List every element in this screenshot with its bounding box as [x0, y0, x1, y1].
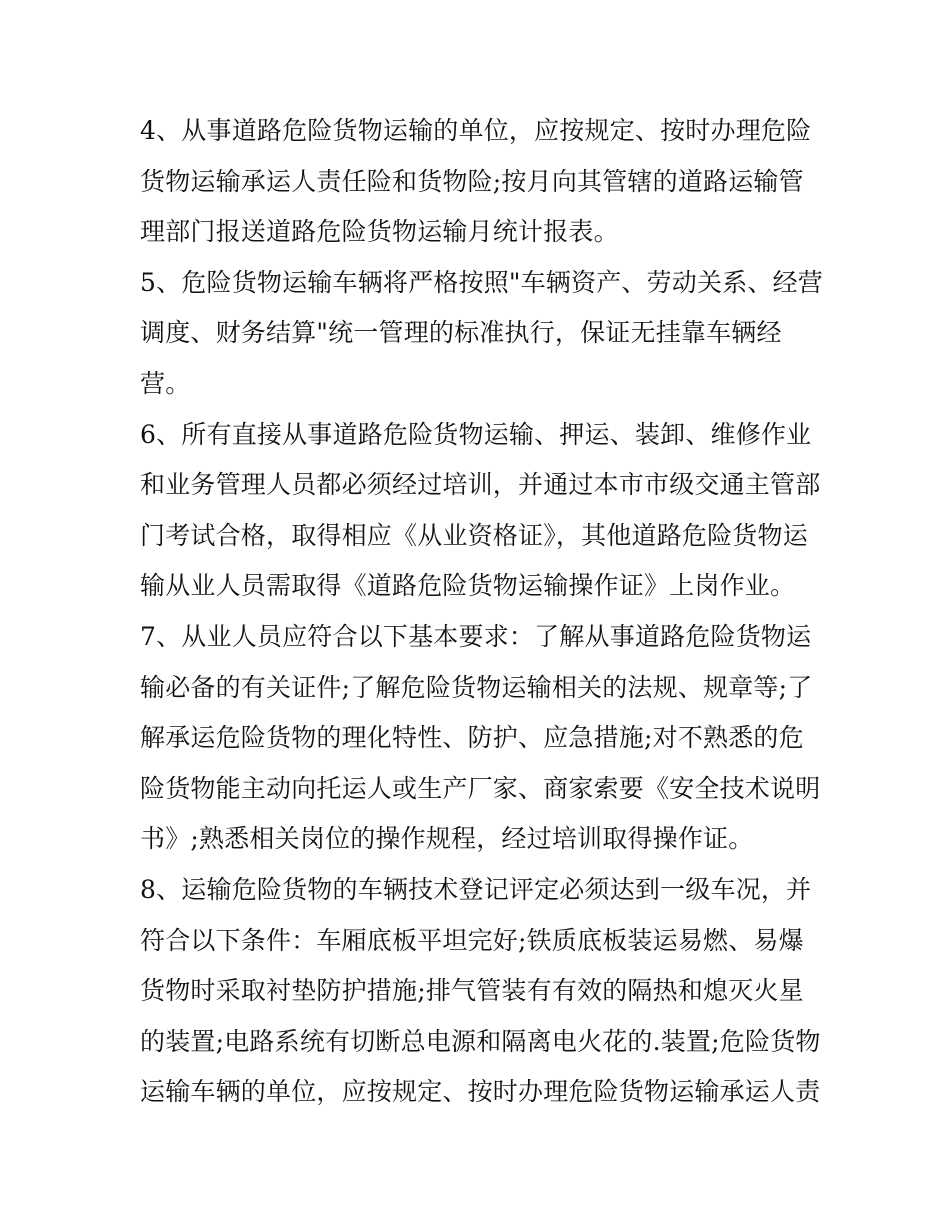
text-line: 符合以下条件：车厢底板平坦完好;铁质底板装运易燃、易爆 [140, 925, 804, 955]
document-page [140, 106, 824, 1118]
text-line: 解承运危险货物的理化特性、防护、应急措施;对不熟悉的危 [140, 723, 804, 753]
text-line: 4、从事道路危险货物运输的单位，应按规定、按时办理危险 [140, 116, 812, 145]
text-line: 理部门报送道路危险货物运输月统计报表。 [140, 217, 619, 247]
text-line: 7、从业人员应符合以下基本要求：了解从事道路危险货物运 [140, 621, 812, 651]
text-line: 货物时采取衬垫防护措施;排气管装有有效的隔热和熄灭火星 [140, 976, 804, 1006]
text-line: 6、所有直接从事道路危险货物运输、押运、装卸、维修作业 [140, 419, 812, 449]
text-line: 营。 [140, 368, 191, 398]
text-line: 书》;熟悉相关岗位的操作规程，经过培训取得操作证。 [140, 824, 754, 854]
text-line: 的装置;电路系统有切断总电源和隔离电火花的.装置;危险货物 [140, 1026, 821, 1056]
text-line: 运输车辆的单位，应按规定、按时办理危险货物运输承运人责 [140, 1077, 821, 1107]
text-line: 货物运输承运人责任险和货物险;按月向其管辖的道路运输管 [140, 166, 804, 196]
text-line: 输从业人员需取得《道路危险货物运输操作证》上岗作业。 [140, 571, 796, 601]
paragraph-5 [140, 258, 824, 410]
text-line: 和业务管理人员都必须经过培训，并通过本市市级交通主管部 [140, 470, 821, 500]
text-line: 5、危险货物运输车辆将严格按照"车辆资产、劳动关系、经营 [140, 267, 824, 297]
paragraph-7 [140, 612, 821, 865]
text-line: 险货物能主动向托运人或生产厂家、商家索要《安全技术说明 [140, 773, 821, 803]
text-line: 门考试合格，取得相应《从业资格证》，其他道路危险货物运 [140, 520, 808, 550]
paragraph-8 [140, 865, 821, 1118]
paragraph-6 [140, 410, 821, 612]
text-line: 8、运输危险货物的车辆技术登记评定必须达到一级车况，并 [140, 874, 812, 904]
text-line: 输必备的有关证件;了解危险货物运输相关的法规、规章等;了 [140, 672, 813, 702]
text-line: 调度、财务结算"统一管理的标准执行，保证无挂靠车辆经 [140, 318, 782, 348]
paragraph-4 [140, 106, 818, 258]
